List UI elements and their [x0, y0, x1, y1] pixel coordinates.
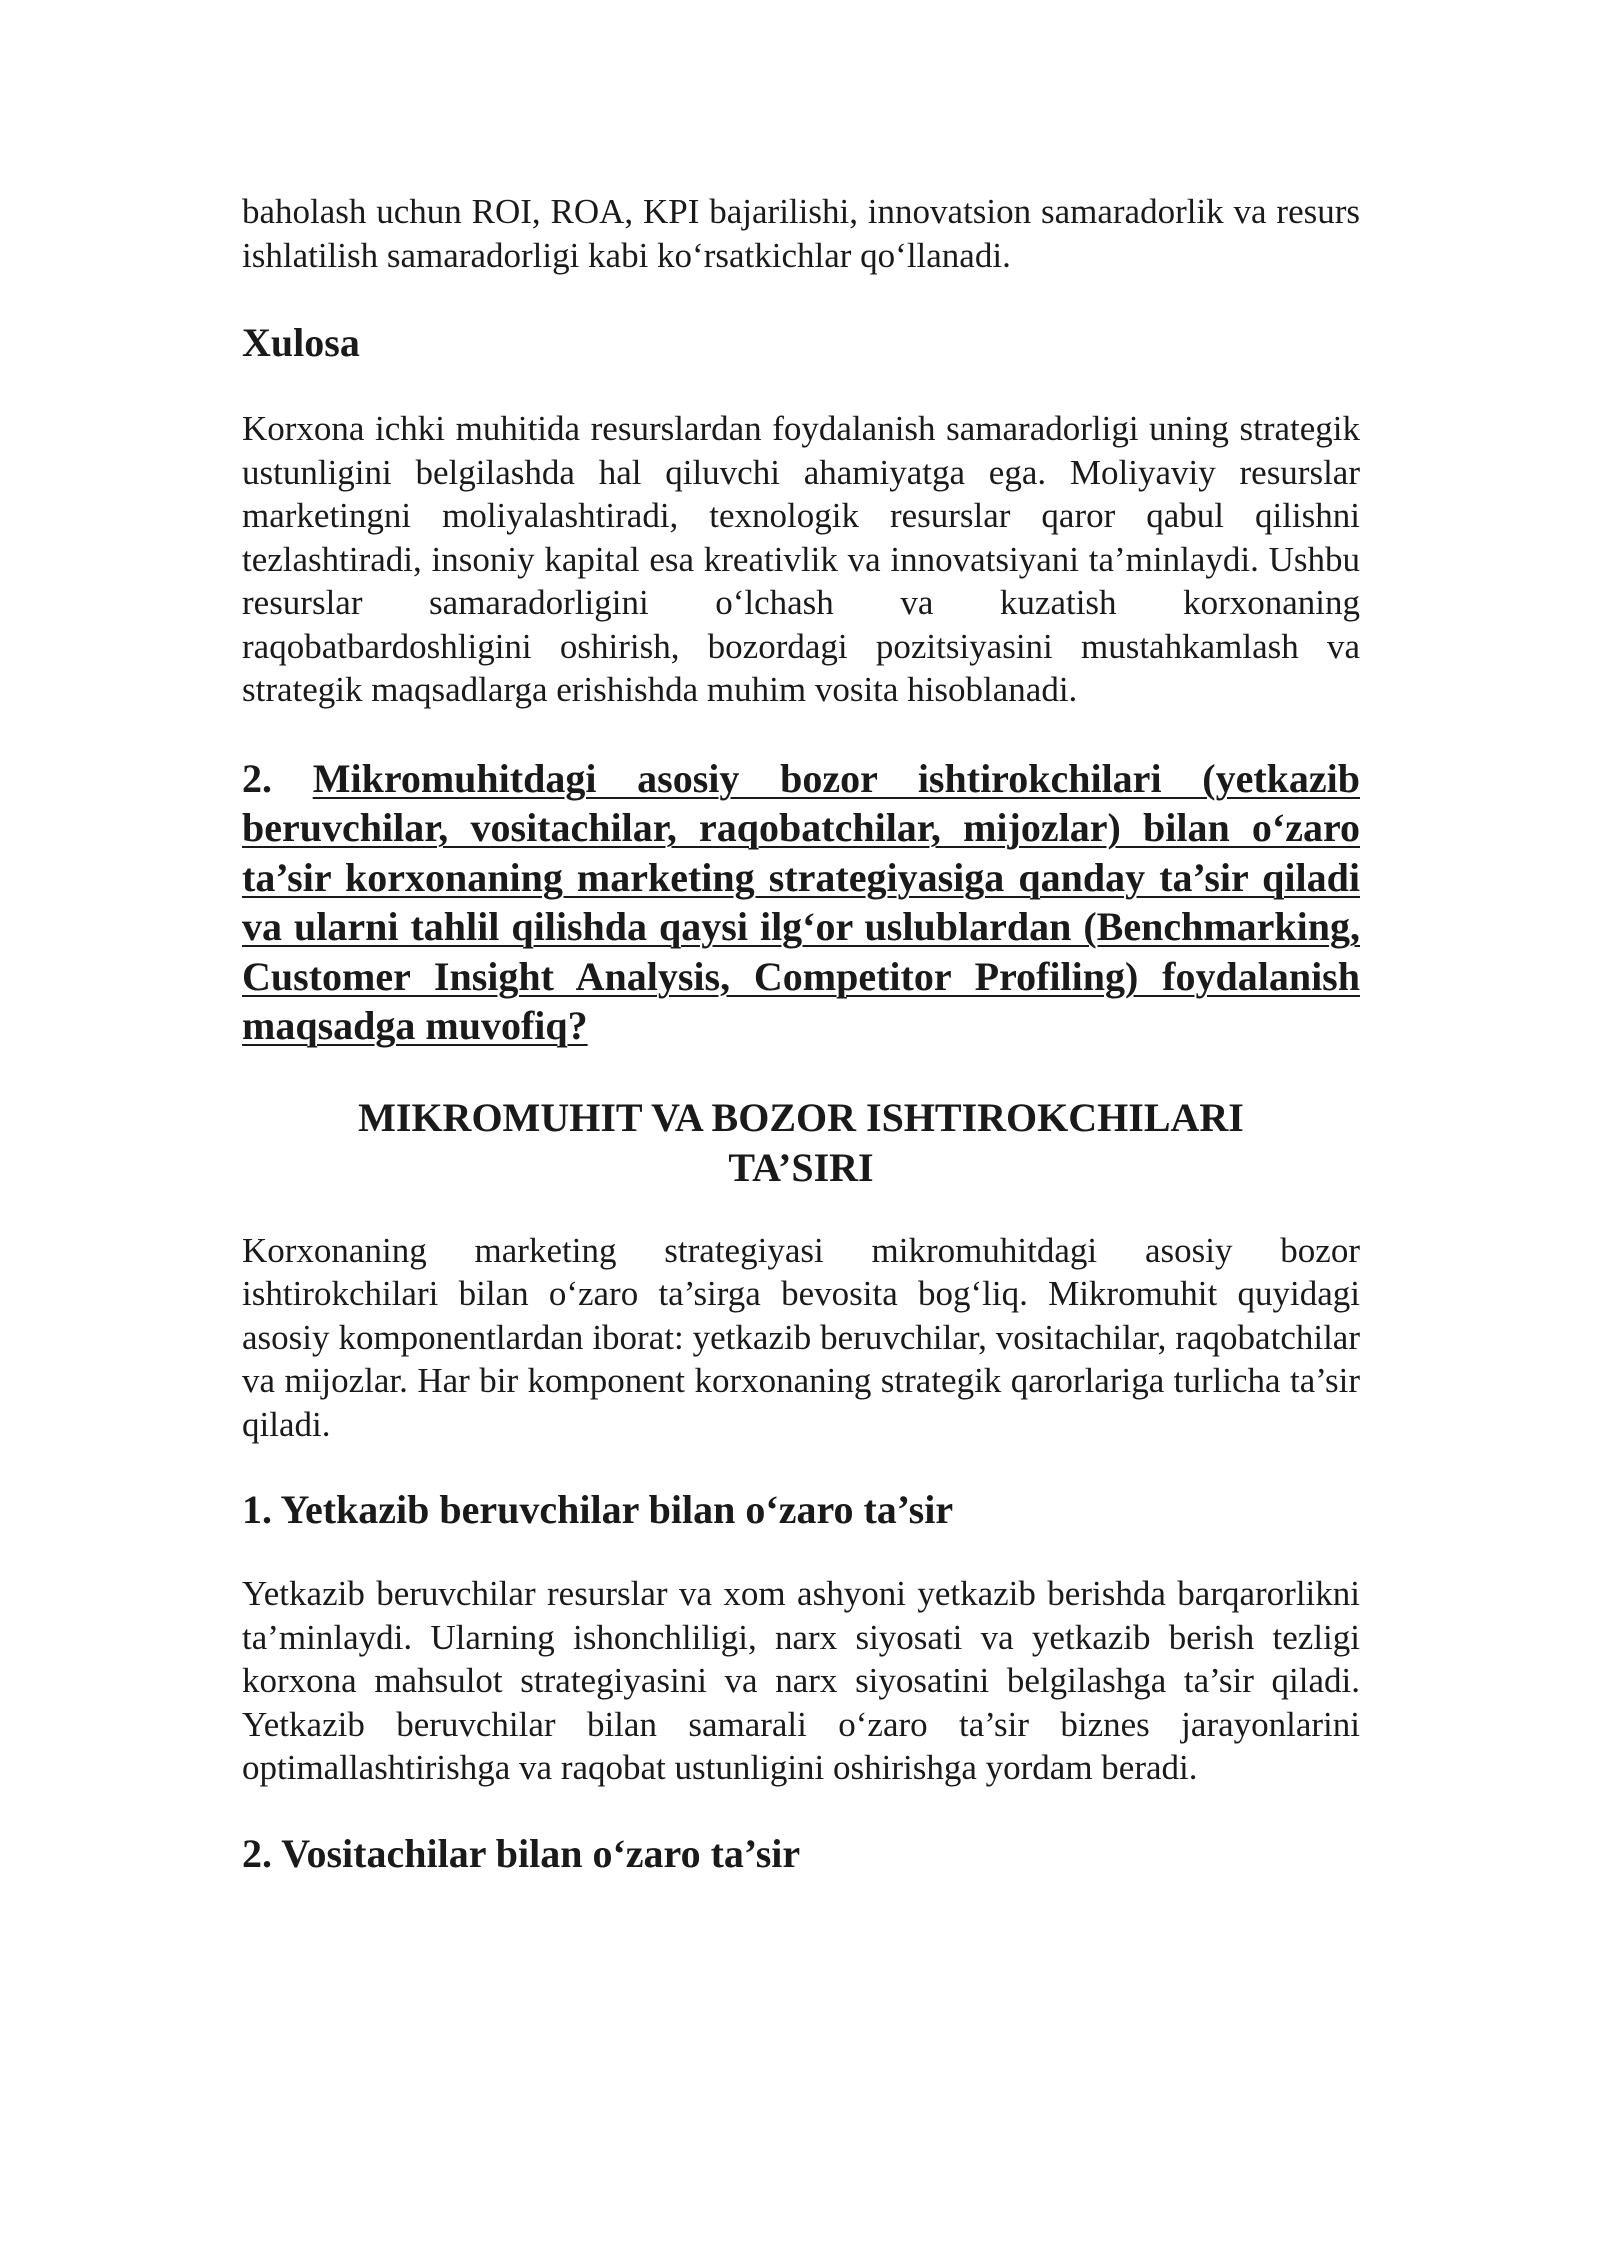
question-text: Mikromuhitdagi asosiy bozor ishtirokchilari (yetkazib beruvchilar, vositachilar, raqobatchilar, mijozlar) bilan o‘zaro ta’sir korxonaning marketing strategiyasiga qanday ta’sir qiladi va ularni tahlil qilishda qaysi ilg‘or uslublardan (Benchmarking, Customer Insight Analysis, Competitor Profiling) foydalanish maqsadga muvofiq?: [242, 755, 1361, 1048]
conclusion-heading: Xulosa: [242, 320, 360, 365]
question-heading: [242, 754, 1360, 1051]
document-page: [242, 190, 1360, 1878]
suppliers-paragraph: Yetkazib beruvchilar resurslar va xom ashyoni yetkazib berishda barqarorlikni ta’minlaydi. Ularning ishonchliligi, narx siyosati va yetkazib berish tezligi korxona mahsulot strategiyasini va narx siyosatini belgilashga ta’sir qiladi. Yetkazib beruvchilar bilan samarali o‘zaro ta’sir biznes jarayonlarini optimallashtirishga va raqobat ustunligini oshirishga yordam beradi.: [242, 1574, 1360, 1787]
intro-paragraph: baholash uchun ROI, ROA, KPI bajarilishi, innovatsion samaradorlik va resurs ishlatilish samaradorligi kabi ko‘rsatkichlar qo‘llanadi.: [242, 192, 1360, 275]
question-number: 2.: [242, 755, 272, 801]
subheading-suppliers: 1. Yetkazib beruvchilar bilan o‘zaro ta’sir: [242, 1487, 954, 1532]
section-paragraph: Korxonaning marketing strategiyasi mikromuhitdagi asosiy bozor ishtirokchilari bilan o‘zaro ta’sirga bevosita bog‘liq. Mikromuhit quyidagi asosiy komponentlardan iborat: yetkazib beruvchilar, vositachilar, raqobatchilar va mijozlar. Har bir komponent korxonaning strategik qarorlariga turlicha ta’sir qiladi.: [242, 1230, 1360, 1444]
conclusion-paragraph: Korxona ichki muhitida resurslardan foydalanish samaradorligi uning strategik ustunligini belgilashda hal qiluvchi ahamiyatga ega. Moliyaviy resurslar marketingni moliyalashtiradi, texnologik resurslar qaror qabul qilishni tezlashtiradi, insoniy kapital esa kreativlik va innovatsiyani ta’minlaydi. Ushbu resurslar samaradorligini o‘lchash va kuzatish korxonaning raqobatbardoshligini oshirish, bozordagi pozitsiyasini mustahkamlash va strategik maqsadlarga erishishda muhim vosita hisoblanadi.: [242, 409, 1360, 709]
subheading-intermediaries: 2. Vositachilar bilan o‘zaro ta’sir: [242, 1830, 801, 1876]
section-title-line1: MIKROMUHIT VA BOZOR ISHTIROKCHILARI: [358, 1094, 1244, 1140]
section-title: [242, 1093, 1360, 1193]
section-title-line2: TA’SIRI: [728, 1144, 874, 1190]
